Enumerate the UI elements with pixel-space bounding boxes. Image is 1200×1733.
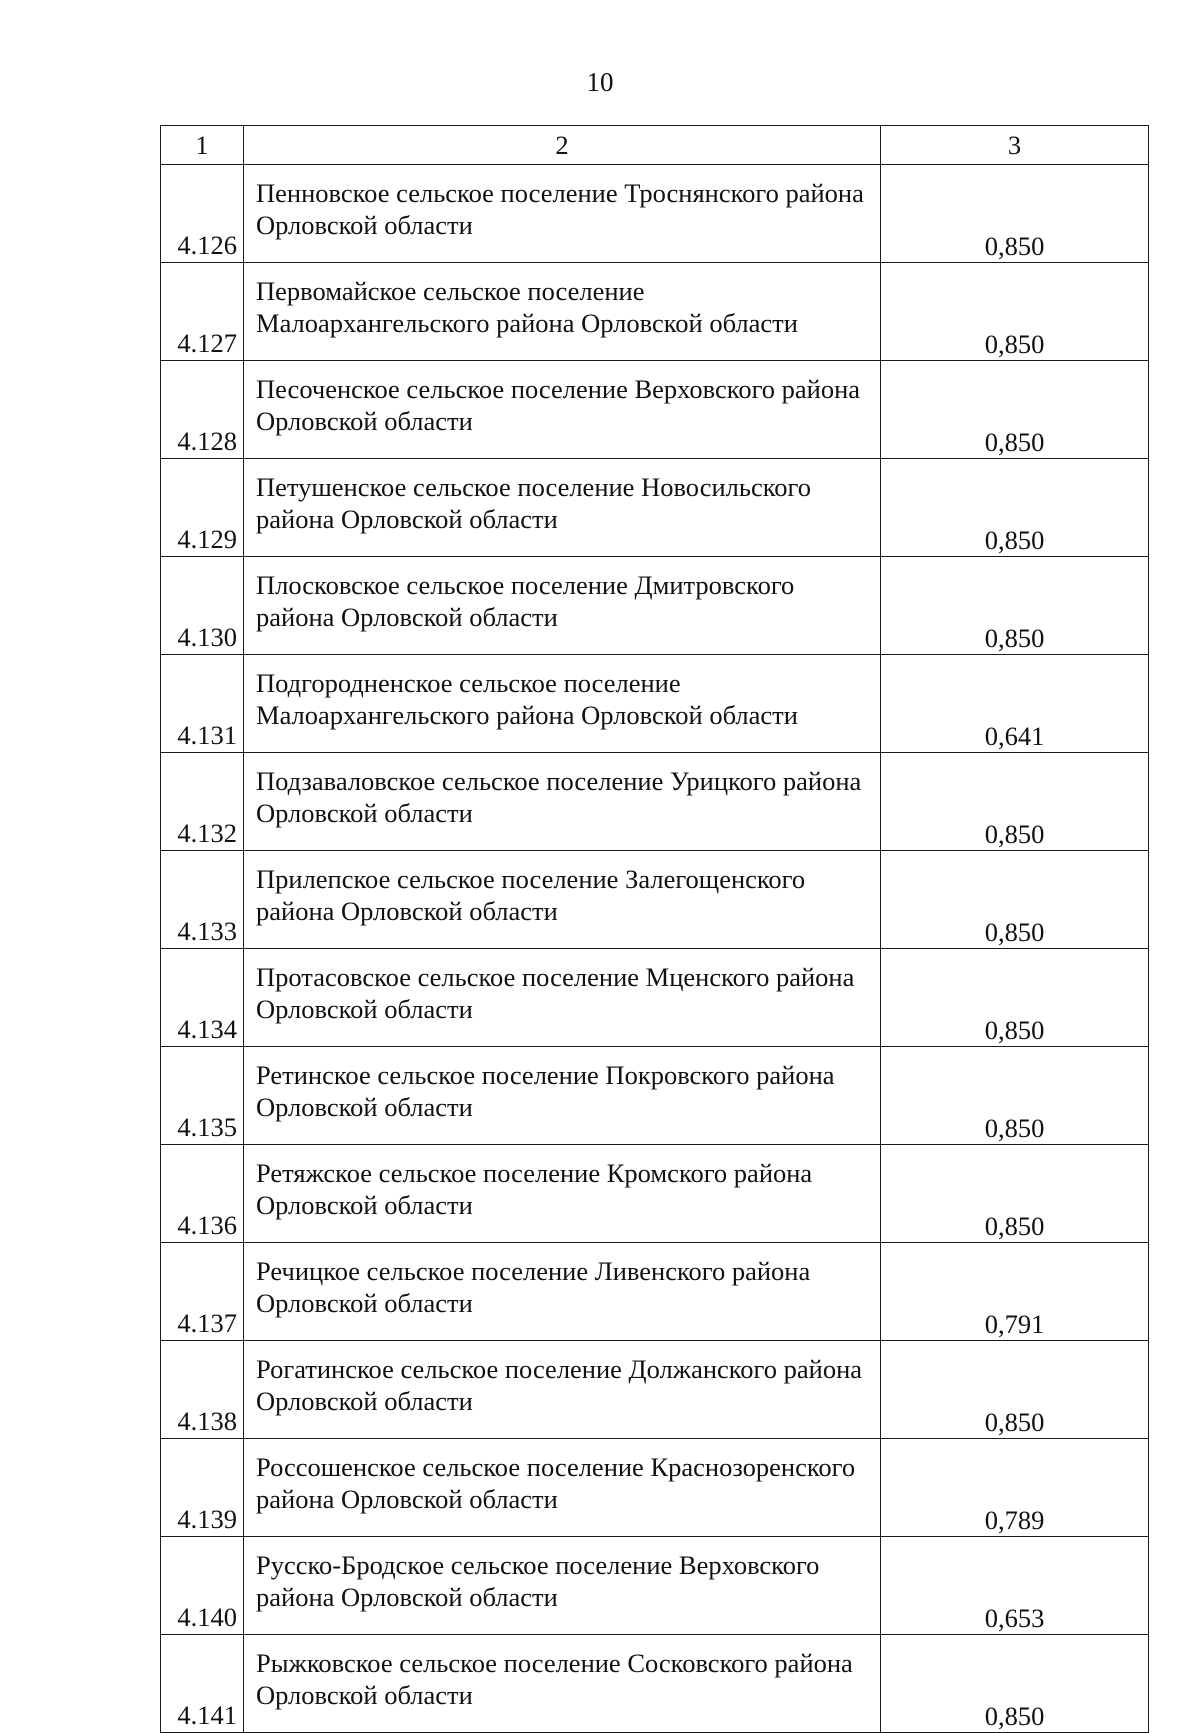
table-row [161, 459, 1149, 557]
table-row [161, 1243, 1149, 1341]
coefficient-value: 0,791 [881, 1243, 1149, 1341]
coefficient-value: 0,850 [881, 1145, 1149, 1243]
settlement-name: Первомайское сельское поселение Малоархангельского района Орловской области [244, 263, 881, 361]
column-header-3: 3 [881, 126, 1149, 165]
row-number: 4.137 [161, 1243, 244, 1341]
row-number: 4.127 [161, 263, 244, 361]
table-row [161, 1537, 1149, 1635]
row-number: 4.141 [161, 1635, 244, 1733]
table-row [161, 1635, 1149, 1733]
coefficient-value: 0,850 [881, 1047, 1149, 1145]
settlement-name: Ретинское сельское поселение Покровского района Орловской области [244, 1047, 881, 1145]
row-number: 4.133 [161, 851, 244, 949]
row-number: 4.138 [161, 1341, 244, 1439]
row-number: 4.128 [161, 361, 244, 459]
settlement-name: Русско-Бродское сельское поселение Верховского района Орловской области [244, 1537, 881, 1635]
coefficient-value: 0,850 [881, 851, 1149, 949]
table-row [161, 949, 1149, 1047]
table-row [161, 753, 1149, 851]
row-number: 4.135 [161, 1047, 244, 1145]
coefficient-value: 0,850 [881, 361, 1149, 459]
row-number: 4.129 [161, 459, 244, 557]
table-row [161, 1145, 1149, 1243]
settlement-name: Рыжковское сельское поселение Сосковского района Орловской области [244, 1635, 881, 1733]
table-row [161, 851, 1149, 949]
coefficient-value: 0,789 [881, 1439, 1149, 1537]
row-number: 4.130 [161, 557, 244, 655]
table-row [161, 1047, 1149, 1145]
settlement-name: Пенновское сельское поселение Троснянского района Орловской области [244, 165, 881, 263]
column-header-1: 1 [161, 126, 244, 165]
coefficient-value: 0,850 [881, 459, 1149, 557]
coefficient-value: 0,850 [881, 263, 1149, 361]
row-number: 4.126 [161, 165, 244, 263]
settlement-name: Петушенское сельское поселение Новосильского района Орловской области [244, 459, 881, 557]
page-number: 10 [586, 67, 614, 97]
coefficient-value: 0,850 [881, 1341, 1149, 1439]
coefficient-value: 0,850 [881, 753, 1149, 851]
settlement-name: Плосковское сельское поселение Дмитровского района Орловской области [244, 557, 881, 655]
settlement-name: Подгородненское сельское поселение Малоархангельского района Орловской области [244, 655, 881, 753]
settlement-name: Рогатинское сельское поселение Должанского района Орловской области [244, 1341, 881, 1439]
settlement-name: Ретяжское сельское поселение Кромского района Орловской области [244, 1145, 881, 1243]
coefficient-value: 0,850 [881, 557, 1149, 655]
settlement-name: Протасовское сельское поселение Мценского района Орловской области [244, 949, 881, 1047]
row-number: 4.139 [161, 1439, 244, 1537]
row-number: 4.134 [161, 949, 244, 1047]
coefficient-value: 0,641 [881, 655, 1149, 753]
coefficient-value: 0,653 [881, 1537, 1149, 1635]
table-row [161, 165, 1149, 263]
settlement-name: Россошенское сельское поселение Краснозоренского района Орловской области [244, 1439, 881, 1537]
row-number: 4.140 [161, 1537, 244, 1635]
table-row [161, 655, 1149, 753]
settlement-name: Подзаваловское сельское поселение Урицкого района Орловской области [244, 753, 881, 851]
row-number: 4.131 [161, 655, 244, 753]
column-header-2: 2 [244, 126, 881, 165]
settlement-name: Прилепское сельское поселение Залегощенского района Орловской области [244, 851, 881, 949]
settlement-name: Песоченское сельское поселение Верховского района Орловской области [244, 361, 881, 459]
table-row [161, 361, 1149, 459]
settlement-name: Речицкое сельское поселение Ливенского района Орловской области [244, 1243, 881, 1341]
coefficients-table [160, 125, 1149, 1733]
table-row [161, 263, 1149, 361]
row-number: 4.136 [161, 1145, 244, 1243]
coefficient-value: 0,850 [881, 165, 1149, 263]
coefficient-value: 0,850 [881, 949, 1149, 1047]
table-row [161, 1341, 1149, 1439]
coefficient-value: 0,850 [881, 1635, 1149, 1733]
row-number: 4.132 [161, 753, 244, 851]
table-header-row [161, 126, 1149, 165]
table-row [161, 1439, 1149, 1537]
table-row [161, 557, 1149, 655]
